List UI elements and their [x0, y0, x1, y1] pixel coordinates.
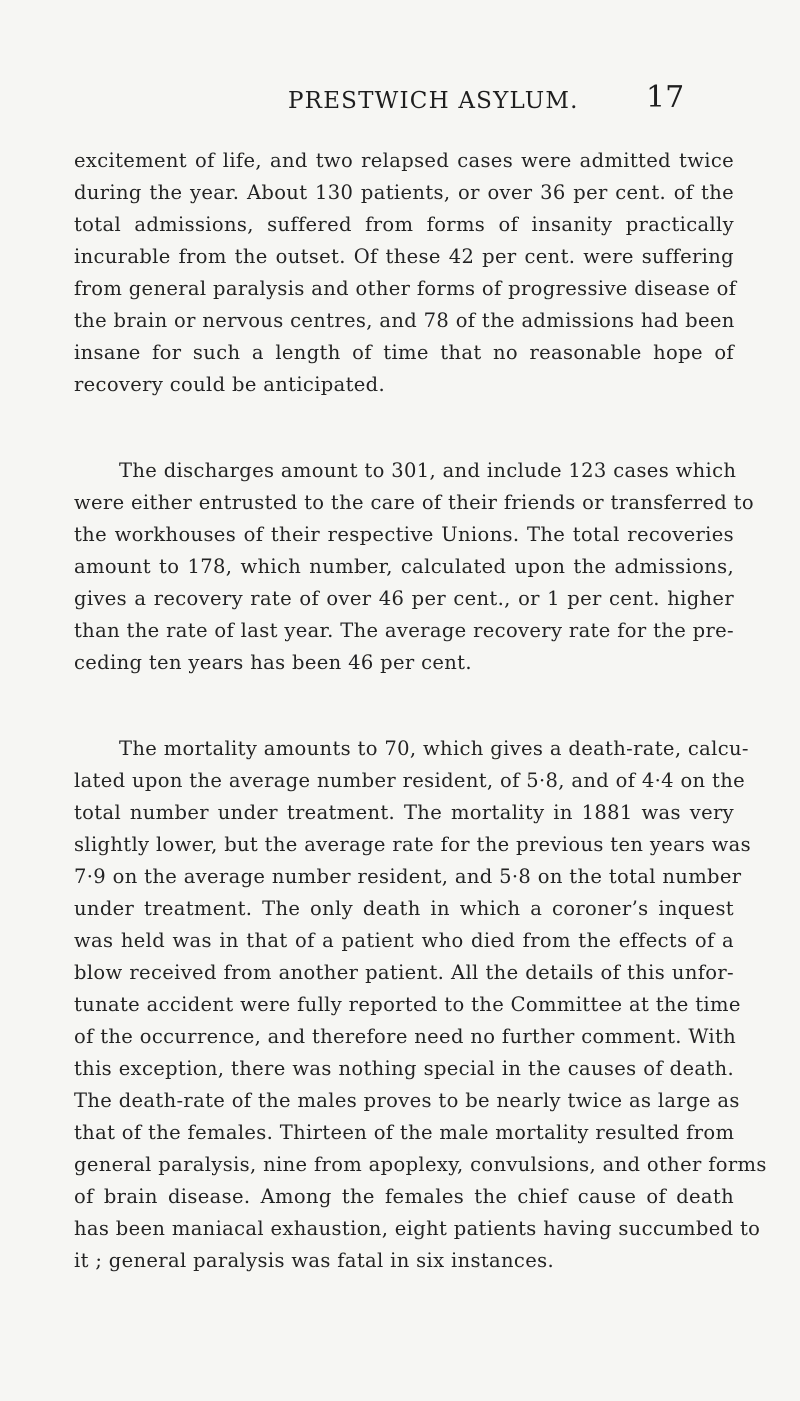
text-line: total number under treatment. The mortality in 1881 was very	[74, 801, 734, 824]
text-line: of the occurrence, and therefore need no further comment. With	[74, 1025, 737, 1048]
paragraph-discharges	[74, 455, 754, 679]
text-line: recovery could be anticipated.	[74, 373, 386, 396]
text-line: during the year. About 130 patients, or over 36 per cent. of the	[74, 181, 734, 204]
text-line: than the rate of last year. The average recovery rate for the pre-	[74, 619, 734, 642]
text-line: total admissions, suffered from forms of insanity practically	[74, 213, 734, 236]
body-text	[74, 145, 767, 1277]
text-line: ceding ten years has been 46 per cent.	[74, 651, 472, 674]
text-line: was held was in that of a patient who died from the effects of a	[74, 929, 734, 952]
text-line: tunate accident were fully reported to the Committee at the time	[74, 993, 741, 1016]
paragraph-gap	[74, 679, 734, 733]
text-line: 7·9 on the average number resident, and 5·8 on the total number	[74, 865, 742, 888]
text-line: the brain or nervous centres, and 78 of the admissions had been	[74, 309, 735, 332]
text-line: that of the females. Thirteen of the male mortality resulted from	[74, 1121, 735, 1144]
text-line: general paralysis, nine from apoplexy, convulsions, and other forms	[74, 1153, 767, 1176]
text-line: slightly lower, but the average rate for the previous ten years was	[74, 833, 752, 856]
text-line: this exception, there was nothing special in the causes of death.	[74, 1057, 734, 1080]
text-line: under treatment. The only death in which a coroner’s inquest	[74, 897, 734, 920]
text-line: were either entrusted to the care of their friends or transferred to	[74, 491, 754, 514]
text-line: The mortality amounts to 70, which gives a death-rate, calcu-	[119, 737, 749, 760]
paragraph-mortality	[74, 733, 767, 1277]
running-head	[0, 80, 800, 124]
text-line: The death-rate of the males proves to be nearly twice as large as	[74, 1089, 740, 1112]
text-line: from general paralysis and other forms of progressive disease of	[74, 277, 737, 300]
page-number: 17	[646, 80, 685, 115]
text-line: of brain disease. Among the females the chief cause of death	[74, 1185, 734, 1208]
text-line: the workhouses of their respective Unions. The total recoveries	[74, 523, 734, 546]
text-line: The discharges amount to 301, and include 123 cases which	[119, 459, 737, 482]
text-line: lated upon the average number resident, of 5·8, and of 4·4 on the	[74, 769, 745, 792]
text-line: has been maniacal exhaustion, eight patients having succumbed to	[74, 1217, 761, 1240]
text-line: excitement of life, and two relapsed cases were admitted twice	[74, 149, 734, 172]
running-title: PRESTWICH ASYLUM.	[288, 88, 579, 114]
paragraph-gap	[74, 401, 734, 455]
text-line: amount to 178, which number, calculated upon the admissions,	[74, 555, 734, 578]
text-line: blow received from another patient. All the details of this unfor-	[74, 961, 734, 984]
paragraph-admissions	[74, 145, 737, 401]
text-line: insane for such a length of time that no reasonable hope of	[74, 341, 734, 364]
text-line: incurable from the outset. Of these 42 per cent. were suffering	[74, 245, 734, 268]
text-line: gives a recovery rate of over 46 per cent., or 1 per cent. higher	[74, 587, 734, 610]
text-line: it ; general paralysis was fatal in six instances.	[74, 1249, 554, 1272]
